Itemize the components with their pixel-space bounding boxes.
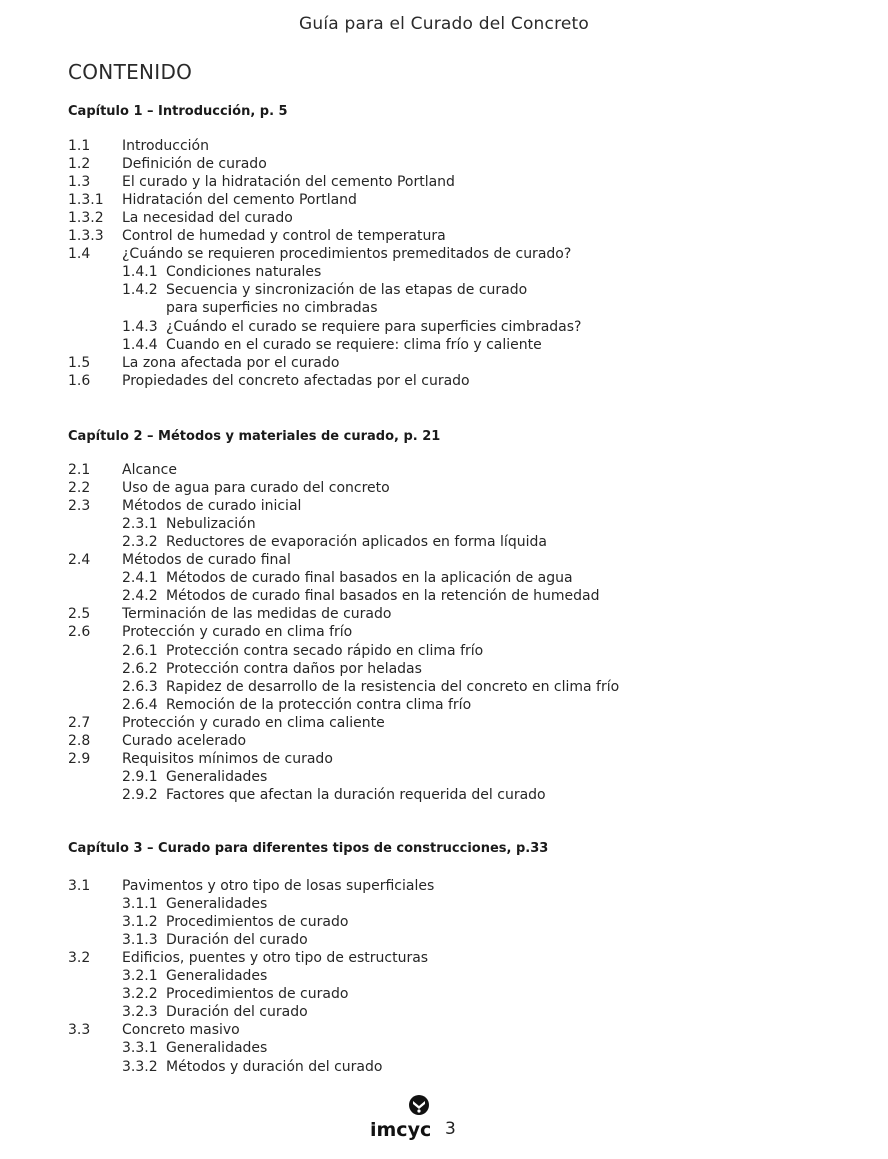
toc-entry-title: La necesidad del curado xyxy=(122,210,293,226)
toc-entry-number: 1.5 xyxy=(68,355,91,371)
toc-entry-number: 2.3.1 xyxy=(122,516,158,532)
toc-entry-title: Métodos de curado final basados en la retención de humedad xyxy=(166,588,600,604)
toc-entry-title: ¿Cuándo el curado se requiere para superficies cimbradas? xyxy=(166,319,582,335)
toc-entry-number: 2.6.3 xyxy=(122,679,158,695)
toc-entry-number: 3.1.3 xyxy=(122,932,158,948)
toc-entry-title: Generalidades xyxy=(166,769,268,785)
toc-entry-title: Factores que afectan la duración requerida del curado xyxy=(166,787,546,803)
toc-entry-title: Hidratación del cemento Portland xyxy=(122,192,357,208)
toc-entry-title: Requisitos mínimos de curado xyxy=(122,751,333,767)
toc-entry-number: 2.4 xyxy=(68,552,91,568)
toc-entry-title: Protección contra secado rápido en clima frío xyxy=(166,643,484,659)
toc-entry-number: 1.4 xyxy=(68,246,91,262)
toc-entry-title: para superficies no cimbradas xyxy=(166,300,378,316)
imcyc-logo xyxy=(384,1094,454,1116)
running-title: Guía para el Curado del Concreto xyxy=(298,14,590,34)
toc-entry-title: Uso de agua para curado del concreto xyxy=(122,480,390,496)
toc-entry-number: 3.2.3 xyxy=(122,1004,158,1020)
toc-entry-number: 3.2.1 xyxy=(122,968,158,984)
toc-entry-number: 3.2.2 xyxy=(122,986,158,1002)
toc-entry-title: ¿Cuándo se requieren procedimientos premeditados de curado? xyxy=(122,246,572,262)
toc-entry-title: La zona afectada por el curado xyxy=(122,355,340,371)
toc-entry-number: 2.4.2 xyxy=(122,588,158,604)
toc-entry-title: Generalidades xyxy=(166,1040,268,1056)
toc-entry-number: 1.1 xyxy=(68,138,91,154)
toc-entry-title: Control de humedad y control de temperatura xyxy=(122,228,446,244)
toc-entry-number: 3.1.1 xyxy=(122,896,158,912)
toc-entry-number: 1.2 xyxy=(68,156,91,172)
toc-entry-number: 3.1 xyxy=(68,878,91,894)
toc-entry-number: 3.2 xyxy=(68,950,91,966)
toc-entry-title: Alcance xyxy=(122,462,177,478)
chapter-heading: Capítulo 1 – Introducción, p. 5 xyxy=(68,104,288,119)
page-number: 3 xyxy=(445,1119,456,1139)
toc-entry-title: Condiciones naturales xyxy=(166,264,322,280)
toc-entry-number: 2.7 xyxy=(68,715,91,731)
toc-entry-title: Métodos de curado inicial xyxy=(122,498,302,514)
toc-entry-number: 3.1.2 xyxy=(122,914,158,930)
toc-entry-number: 3.3.1 xyxy=(122,1040,158,1056)
toc-entry-title: Propiedades del concreto afectadas por el curado xyxy=(122,373,470,389)
toc-entry-number: 3.3.2 xyxy=(122,1059,158,1075)
imcyc-wordmark: imcyc xyxy=(370,1119,432,1141)
toc-entry-title: Métodos y duración del curado xyxy=(166,1059,383,1075)
toc-entry-number: 1.4.4 xyxy=(122,337,158,353)
toc-entry-number: 2.6 xyxy=(68,624,91,640)
toc-entry-title: Procedimientos de curado xyxy=(166,914,349,930)
toc-entry-title: Reductores de evaporación aplicados en forma líquida xyxy=(166,534,547,550)
toc-entry-number: 1.3.2 xyxy=(68,210,104,226)
toc-entry-title: Protección y curado en clima caliente xyxy=(122,715,385,731)
toc-entry-title: Curado acelerado xyxy=(122,733,247,749)
toc-entry-number: 2.3.2 xyxy=(122,534,158,550)
toc-entry-title: Generalidades xyxy=(166,968,268,984)
toc-entry-number: 1.4.3 xyxy=(122,319,158,335)
chapter-heading: Capítulo 3 – Curado para diferentes tipos de construcciones, p.33 xyxy=(68,841,549,856)
toc-entry-title: Remoción de la protección contra clima frío xyxy=(166,697,472,713)
toc-entry-title: Definición de curado xyxy=(122,156,267,172)
toc-entry-number: 2.9.1 xyxy=(122,769,158,785)
toc-entry-title: Protección contra daños por heladas xyxy=(166,661,422,677)
toc-entry-number: 1.6 xyxy=(68,373,91,389)
toc-entry-title: Terminación de las medidas de curado xyxy=(122,606,392,622)
toc-entry-title: Cuando en el curado se requiere: clima frío y caliente xyxy=(166,337,542,353)
toc-entry-title: Métodos de curado final basados en la aplicación de agua xyxy=(166,570,573,586)
toc-entry-title: Concreto masivo xyxy=(122,1022,240,1038)
toc-entry-number: 1.3 xyxy=(68,174,91,190)
toc-entry-title: Métodos de curado final xyxy=(122,552,291,568)
toc-entry-number: 2.4.1 xyxy=(122,570,158,586)
contents-title: CONTENIDO xyxy=(68,60,193,84)
toc-entry-number: 2.3 xyxy=(68,498,91,514)
toc-entry-title: Protección y curado en clima frío xyxy=(122,624,353,640)
toc-entry-title: Generalidades xyxy=(166,896,268,912)
toc-entry-title: Procedimientos de curado xyxy=(166,986,349,1002)
toc-entry-title: Pavimentos y otro tipo de losas superficiales xyxy=(122,878,435,894)
imcyc-emblem-icon xyxy=(408,1094,430,1116)
toc-entry-title: Duración del curado xyxy=(166,1004,308,1020)
toc-entry-title: Secuencia y sincronización de las etapas de curado xyxy=(166,282,528,298)
toc-entry-number: 2.9 xyxy=(68,751,91,767)
toc-entry-title: Nebulización xyxy=(166,516,256,532)
toc-entry-title: Rapidez de desarrollo de la resistencia del concreto en clima frío xyxy=(166,679,620,695)
toc-entry-number: 2.8 xyxy=(68,733,91,749)
toc-entry-number: 2.9.2 xyxy=(122,787,158,803)
toc-entry-number: 1.3.1 xyxy=(68,192,104,208)
toc-entry-number: 2.6.1 xyxy=(122,643,158,659)
toc-entry-number: 2.5 xyxy=(68,606,91,622)
toc-entry-number: 3.3 xyxy=(68,1022,91,1038)
toc-entry-title: El curado y la hidratación del cemento Portland xyxy=(122,174,455,190)
toc-entry-number: 1.4.1 xyxy=(122,264,158,280)
toc-entry-number: 2.6.2 xyxy=(122,661,158,677)
toc-entry-title: Introducción xyxy=(122,138,209,154)
toc-entry-number: 1.3.3 xyxy=(68,228,104,244)
toc-entry-number: 1.4.2 xyxy=(122,282,158,298)
toc-entry-number: 2.2 xyxy=(68,480,91,496)
toc-entry-title: Duración del curado xyxy=(166,932,308,948)
toc-entry-number: 2.1 xyxy=(68,462,91,478)
toc-entry-number: 2.6.4 xyxy=(122,697,158,713)
toc-entry-title: Edificios, puentes y otro tipo de estructuras xyxy=(122,950,429,966)
chapter-heading: Capítulo 2 – Métodos y materiales de curado, p. 21 xyxy=(68,429,441,444)
